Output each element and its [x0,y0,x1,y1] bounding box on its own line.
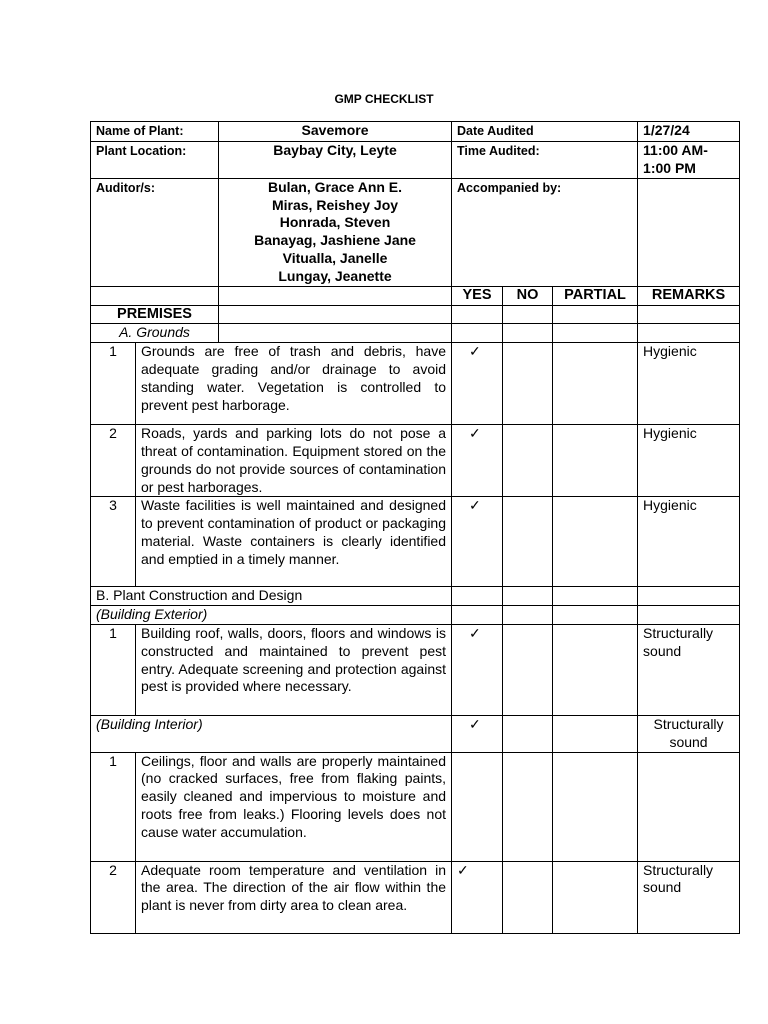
yes-check [452,752,503,861]
yes-check: ✓ [452,343,503,425]
construction-heading: B. Plant Construction and Design [91,587,452,606]
auditor-name: Bulan, Grace Ann E. [267,178,403,195]
remarks-column-header: REMARKS [638,286,740,305]
item-remarks: Hygienic [638,497,740,587]
item-number: 1 [91,343,136,425]
yes-column-header: YES [452,286,503,305]
section-row [91,587,740,606]
yes-check: ✓ [452,425,503,497]
time-audited-value: 11:00 AM-1:00 PM [638,141,740,178]
no-column-header: NO [503,286,553,305]
item-text: Ceilings, floor and walls are properly maintained (no cracked surfaces, free from flaking paints, easily cleaned and impervious to moisture and roots free from leaks.) Flooring levels does not cause water accumulation. [136,752,452,861]
table-row [91,425,740,497]
time-audited-label: Time Audited: [452,141,638,178]
table-row [91,624,740,715]
date-audited-label: Date Audited [452,122,638,142]
interior-heading: (Building Interior) [91,715,452,752]
date-audited-value: 1/27/24 [638,122,740,142]
plant-name-label: Name of Plant: [91,122,219,142]
auditor-name: Lungay, Jeanette [278,267,392,284]
item-remarks: Hygienic [638,343,740,425]
item-remarks: Structurally sound [638,624,740,715]
table-row [91,343,740,425]
premises-heading: PREMISES [91,305,219,324]
yes-check: ✓ [452,715,503,752]
item-text: Grounds are free of trash and debris, have adequate grading and/or drainage to avoid standing water. Vegetation is controlled to prevent pest harborage. [136,343,452,425]
auditor-name: Banayag, Jashiene Jane [254,232,416,249]
item-remarks [638,752,740,861]
page-title: GMP CHECKLIST [334,92,434,106]
plant-location-label: Plant Location: [91,141,219,178]
section-row [91,715,740,752]
grounds-heading: A. Grounds [91,324,219,343]
auditor-name: Miras, Reishey Joy [271,196,399,213]
column-header-row [91,286,740,305]
plant-location-row [91,141,740,178]
item-number: 2 [91,861,136,933]
gmp-checklist-table [90,121,740,934]
plant-location-value: Baybay City, Leyte [219,141,452,178]
accompanied-by-label: Accompanied by: [452,178,638,286]
table-row [91,497,740,587]
plant-name-value: Savemore [219,122,452,142]
exterior-heading: (Building Exterior) [91,606,452,625]
auditor-name: Vitualla, Janelle [282,249,388,266]
accompanied-by-value [638,178,740,286]
auditors-row [91,178,740,286]
yes-check: ✓ [452,624,503,715]
item-number: 2 [91,425,136,497]
item-remarks: Structurally sound [638,861,740,933]
item-text: Roads, yards and parking lots do not pose a threat of contamination. Equipment stored on the grounds do not provide sources of contamination or pest harborages. [136,425,452,497]
item-number: 1 [91,752,136,861]
item-text: Waste facilities is well maintained and designed to prevent contamination of product or packaging material. Waste containers is clearly identified and emptied in a timely manner. [136,497,452,587]
auditor-name: Honrada, Steven [279,214,391,231]
item-number: 3 [91,497,136,587]
item-number: 1 [91,624,136,715]
partial-column-header: PARTIAL [553,286,638,305]
plant-name-row [91,122,740,142]
premises-row [91,305,740,324]
section-row [91,606,740,625]
auditors-label: Auditor/s: [91,178,219,286]
table-row [91,861,740,933]
yes-check: ✓ [452,861,503,933]
item-remarks: Hygienic [638,425,740,497]
item-text: Building roof, walls, doors, floors and windows is constructed and maintained to prevent pest entry. Adequate screening and protection against pest is provided where necessary. [136,624,452,715]
interior-remarks: Structurally sound [638,715,740,752]
grounds-heading-row [91,324,740,343]
auditors-list [219,178,452,286]
yes-check: ✓ [452,497,503,587]
item-text: Adequate room temperature and ventilation in the area. The direction of the air flow within the plant is never from dirty area to clean area. [136,861,452,933]
table-row [91,752,740,861]
